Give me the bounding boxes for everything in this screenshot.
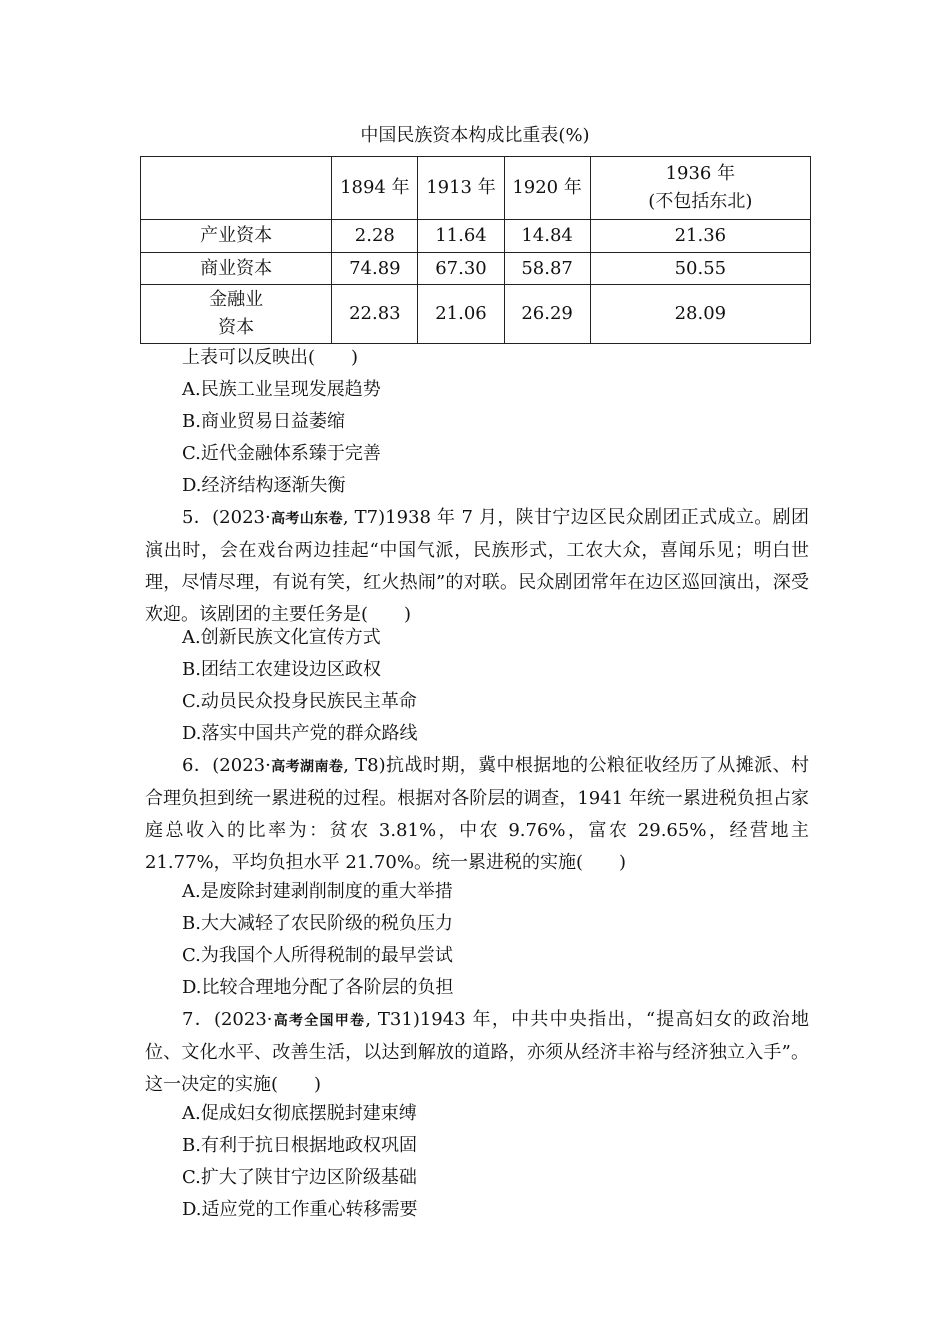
q6-option-c: C.为我国个人所得税制的最早尝试 — [182, 945, 453, 966]
table-cell: 58.87 — [504, 253, 590, 285]
header-cell-1936 — [590, 157, 810, 220]
q4-stem: 上表可以反映出( ) — [182, 347, 359, 368]
q4-option-c: C.近代金融体系臻于完善 — [182, 443, 381, 464]
q6-stem-block — [145, 750, 809, 879]
q6-stem: 抗战时期，冀中根据地的公粮征收经历了从摊派、村合理负担到统一累进税的过程。根据对各阶层的调查，1941 年统一累进税负担占家庭总收入的比率为：贫农 3.81%，中农 9.76%，富农 29.65%，经营地主 21.77%，平均负担水平 21.70%。统一累进税的实施( ) — [145, 755, 809, 873]
q5-stem-block — [145, 502, 809, 631]
table-cell: 11.64 — [418, 220, 504, 253]
table-title: 中国民族资本构成比重表(%) — [360, 125, 590, 146]
table-cell: 21.06 — [418, 285, 504, 344]
header-cell-1913: 1913 年 — [418, 157, 504, 220]
table-row — [141, 253, 811, 285]
q7-stem: 1943 年，中共中央指出，“提高妇女的政治地位、文化水平、改善生活，以达到解放的道路，亦须从经济丰裕与经济独立入手”。这一决定的实施( ) — [145, 1009, 809, 1095]
row-label-line2: 资本 — [218, 317, 255, 338]
header-1936-note: (不包括东北) — [648, 191, 753, 212]
q6-option-d: D.比较合理地分配了各阶层的负担 — [182, 977, 454, 998]
q5-source-tail: , T7) — [342, 507, 386, 528]
table-cell: 21.36 — [590, 220, 810, 253]
q5-source: 高考山东卷 — [270, 511, 343, 527]
q6-source: 高考湖南卷 — [270, 759, 344, 775]
q7-option-d: D.适应党的工作重心转移需要 — [182, 1199, 418, 1220]
q7-source: 高考全国甲卷 — [272, 1013, 366, 1029]
header-cell-empty — [141, 157, 332, 220]
table-cell: 2.28 — [332, 220, 418, 253]
table-cell: 74.89 — [332, 253, 418, 285]
q6-source-tail: , T8) — [343, 755, 386, 776]
q5-option-a: A.创新民族文化宣传方式 — [182, 627, 381, 648]
q5-option-d: D.落实中国共产党的群众路线 — [182, 723, 418, 744]
q6-option-b: B.大大减轻了农民阶级的税负压力 — [182, 913, 453, 934]
row-label-line1: 金融业 — [209, 289, 264, 310]
row-label: 商业资本 — [141, 253, 332, 285]
table-row — [141, 220, 811, 253]
q4-option-b: B.商业贸易日益萎缩 — [182, 411, 345, 432]
table-cell: 28.09 — [590, 285, 810, 344]
q6-option-a: A.是废除封建剥削制度的重大举措 — [182, 881, 453, 902]
row-label — [141, 285, 332, 344]
table-row — [141, 285, 811, 344]
table-cell: 26.29 — [504, 285, 590, 344]
table-cell: 50.55 — [590, 253, 810, 285]
q5-stem: 1938 年 7 月，陕甘宁边区民众剧团正式成立。剧团演出时，会在戏台两边挂起“中国气派，民族形式，工农大众，喜闻乐见；明白世理，尽情尽理，有说有笑，红火热闹”的对联。民众剧团常年在边区巡回演出，深受欢迎。该剧团的主要任务是( ) — [145, 507, 809, 625]
capital-composition-table — [140, 156, 811, 344]
table-cell: 22.83 — [332, 285, 418, 344]
q7-option-b: B.有利于抗日根据地政权巩固 — [182, 1135, 417, 1156]
q6-number: 6．(2023· — [182, 755, 271, 776]
q7-option-a: A.促成妇女彻底摆脱封建束缚 — [182, 1103, 417, 1124]
q7-source-tail: , T31) — [365, 1009, 420, 1030]
q7-number: 7．(2023· — [182, 1009, 273, 1030]
q5-option-c: C.动员民众投身民族民主革命 — [182, 691, 417, 712]
table-cell: 67.30 — [418, 253, 504, 285]
q5-number: 5．(2023· — [182, 507, 271, 528]
q4-option-a: A.民族工业呈现发展趋势 — [182, 379, 381, 400]
q5-option-b: B.团结工农建设边区政权 — [182, 659, 381, 680]
q7-option-c: C.扩大了陕甘宁边区阶级基础 — [182, 1167, 417, 1188]
table-header-row — [141, 157, 811, 220]
header-cell-1894: 1894 年 — [332, 157, 418, 220]
q7-stem-block — [145, 1004, 809, 1101]
header-1936-year: 1936 年 — [665, 163, 736, 184]
q4-option-d: D.经济结构逐渐失衡 — [182, 475, 346, 496]
header-cell-1920: 1920 年 — [504, 157, 590, 220]
table-cell: 14.84 — [504, 220, 590, 253]
row-label: 产业资本 — [141, 220, 332, 253]
